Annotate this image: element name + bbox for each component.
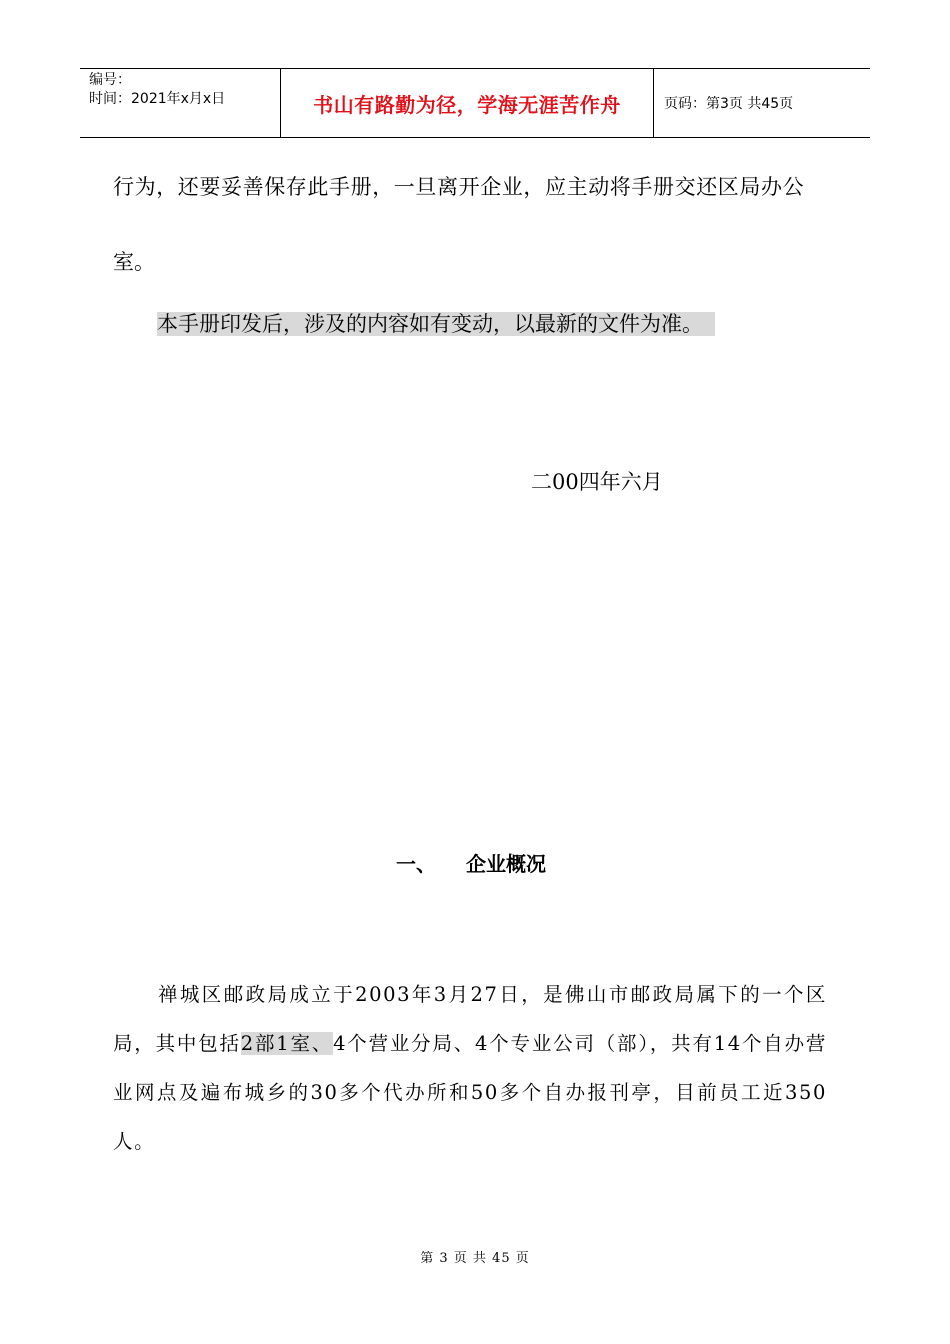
- body-text: 4个营业分局、4个专业公司（部），共有14个自办营业网点及遍布城乡的30多个代办所和50多个自办报刊亭，目前员工近350人。: [113, 1032, 827, 1153]
- header-motto: 书山有路勤为径，学海无涯苦作舟: [281, 69, 654, 137]
- signature-date: 二00四年六月: [531, 470, 663, 494]
- page-footer: 第 3 页 共 45 页: [420, 1251, 530, 1266]
- page-header: [80, 68, 870, 138]
- body-paragraph: [113, 970, 827, 1166]
- document-number-label: 编号：: [89, 72, 131, 88]
- section-title: 企业概况: [466, 852, 546, 876]
- notice-paragraph: [157, 310, 715, 338]
- highlighted-text: 2部1室、: [240, 1032, 334, 1055]
- paragraph-line: 行为，还要妥善保存此手册，一旦离开企业，应主动将手册交还区局办公: [113, 175, 805, 199]
- highlighted-text: 本手册印发后，涉及的内容如有变动，以最新的文件为准。: [157, 312, 715, 336]
- header-meta-cell: [80, 69, 281, 137]
- section-number: 一、: [396, 852, 436, 876]
- body-text: 禅城区邮政局成立于2003年3月27日，是佛山市邮政局属下的一个区局，其中包括: [113, 983, 827, 1055]
- section-heading: [396, 848, 546, 877]
- document-date: 时间：2021年x月x日: [89, 91, 226, 107]
- header-page-info: 页码：第3页 共45页: [664, 96, 794, 112]
- paragraph-line: 室。: [113, 250, 155, 274]
